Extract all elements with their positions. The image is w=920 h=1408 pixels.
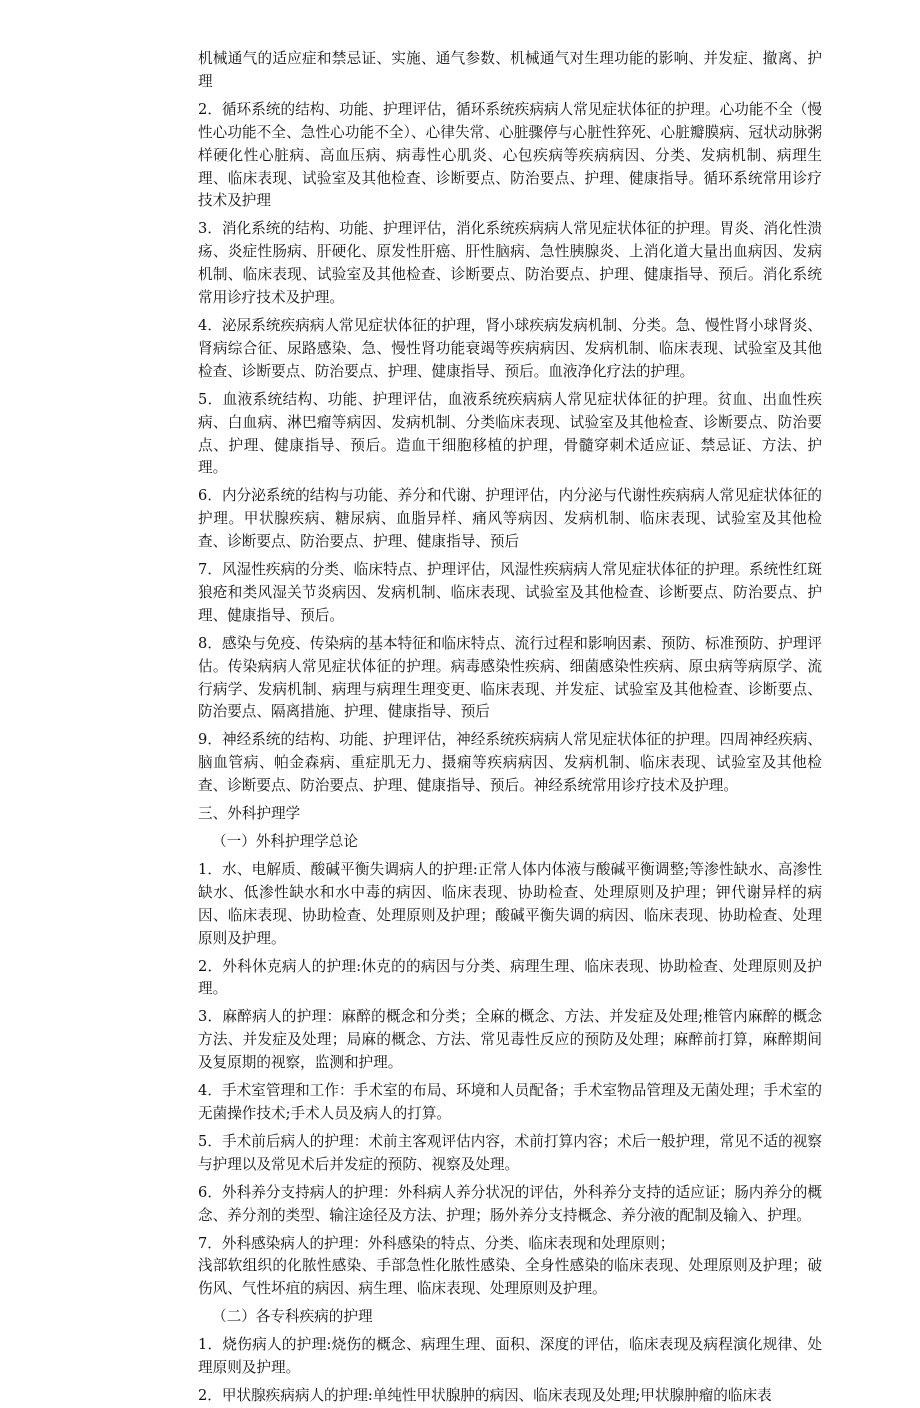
paragraph-thyroid: 2．甲状腺疾病病人的护理:单纯性甲状腺肿的病因、临床表现及处理;甲状腺肿瘤的临床表 [198, 1386, 772, 1404]
paragraph-infection: 8．感染与免疫、传染病的基本特征和临床特点、流行过程和影响因素、预防、标准预防、护理评估。传染病病人常见症状体征的护理。病毒感染性疾病、细菌感染性疾病、原虫病等病原学、流行病学、发病机制、病理与病理生理变更、临床表现、并发症、试验室及其他检查、诊断要点、防治要点、隔离措施、护理、健康指导、预后 [198, 634, 822, 721]
paragraph-endocrine: 6．内分泌系统的结构与功能、养分和代谢、护理评估，内分泌与代谢性疾病病人常见症状体征的护理。甲状腺疾病、糖尿病、血脂异样、痛风等病因、发病机制、临床表现、试验室及其他检查、诊断要点、防治要点、护理、健康指导、预后 [198, 487, 822, 551]
paragraph-blood: 5．血液系统结构、功能、护理评估，血液系统疾病病人常见症状体征的护理。贫血、出血性疾病、白血病、淋巴瘤等病因、发病机制、分类临床表现、试验室及其他检查、诊断要点、防治要点、护理、健康指导、预后。造血干细胞移植的护理，骨髓穿刺术适应证、禁忌证、方法、护理。 [198, 390, 822, 477]
paragraph-ventilation: 机械通气的适应症和禁忌证、实施、通气参数、机械通气对生理功能的影响、并发症、撤离、护理 [198, 50, 822, 90]
paragraph-urinary: 4．泌尿系统疾病病人常见症状体征的护理，肾小球疾病发病机制、分类。急、慢性肾小球肾炎、肾病综合征、尿路感染、急、慢性肾功能衰竭等疾病病因、发病机制、临床表现、试验室及其他检查、诊断要点、防治要点、护理、健康指导、预后。血液净化疗法的护理。 [198, 316, 822, 380]
paragraph-perioperative: 5．手术前后病人的护理：术前主客观评估内容，术前打算内容；术后一般护理，常见不适的视察与护理以及常见术后并发症的预防、视察及处理。 [198, 1132, 822, 1173]
subheading-specialty: （二）各专科疾病的护理 [212, 1308, 373, 1326]
paragraph-soft-tissue-infection: 浅部软组织的化脓性感染、手部急性化脓性感染、全身性感染的临床表现、处理原则及护理；破伤风、气性坏疽的病因、病生理、临床表现、处理原则及护理。 [198, 1257, 822, 1298]
paragraph-fluid-electrolyte: 1．水、电解质、酸碱平衡失调病人的护理:正常人体内体液与酸碱平衡调整;等渗性缺水、高渗性缺水、低渗性缺水和水中毒的病因、临床表现、协助检查、处理原则及护理；钾代谢异样的病因、临床表现、协助检查、处理原则及护理；酸碱平衡失调的病因、临床表现、协助检查、处理原则及护理。 [198, 860, 822, 947]
paragraph-nervous: 9．神经系统的结构、功能、护理评估，神经系统疾病病人常见症状体征的护理。四周神经疾病、脑血管病、帕金森病、重症肌无力、摄痫等疾病病因、发病机制、临床表现、试验室及其他检查、诊断要点、防治要点、护理、健康指导、预后。神经系统常用诊疗技术及护理。 [198, 731, 822, 795]
paragraph-nutrition: 6．外科养分支持病人的护理：外科病人养分状况的评估，外科养分支持的适应证；肠内养分的概念、养分剂的类型、输注途径及方法、护理；肠外养分支持概念、养分液的配制及输入、护理。 [198, 1183, 822, 1224]
paragraph-operating-room: 4．手术室管理和工作：手术室的布局、环境和人员配备；手术室物品管理及无菌处理；手术室的无菌操作技术;手术人员及病人的打算。 [198, 1082, 822, 1122]
subheading-general: （一）外科护理学总论 [212, 833, 358, 850]
paragraph-burns: 1．烧伤病人的护理:烧伤的概念、病理生理、面积、深度的评估，临床表现及病程演化规律、处理原则及护理。 [198, 1336, 822, 1377]
paragraph-surgical-infection: 7．外科感染病人的护理：外科感染的特点、分类、临床表现和处理原则； [198, 1234, 675, 1252]
paragraph-shock: 2．外科休克病人的护理:休克的的病因与分类、病理生理、临床表现、协助检查、处理原则及护理。 [198, 957, 822, 998]
paragraph-circulatory: 2．循环系统的结构、功能、护理评估，循环系统疾病病人常见症状体征的护理。心功能不全（慢性心功能不全、急性心功能不全）、心律失常、心脏骤停与心脏性猝死、心脏瓣膜病、冠状动脉粥样硬化性心脏病、高血压病、病毒性心肌炎、心包疾病等疾病病因、分类、发病机制、病理生理、临床表现、试验室及其他检查、诊断要点、防治要点、护理、健康指导。循环系统常用诊疗技术及护理 [198, 100, 822, 210]
paragraph-digestive: 3．消化系统的结构、功能、护理评估，消化系统疾病病人常见症状体征的护理。胃炎、消化性溃疡、炎症性肠病、肝硬化、原发性肝癌、肝性脑病、急性胰腺炎、上消化道大量出血病因、发病机制、临床表现、试验室及其他检查、诊断要点、防治要点、护理、健康指导、预后。消化系统常用诊疗技术及护理。 [198, 220, 822, 307]
paragraph-rheumatic: 7．风湿性疾病的分类、临床特点、护理评估，风湿性疾病病人常见症状体征的护理。系统性红斑狼疮和类风湿关节炎病因、发病机制、临床表现、试验室及其他检查、诊断要点、防治要点、护理、健康指导、预后。 [198, 561, 822, 624]
section-heading-surgical-nursing: 三、外科护理学 [198, 805, 301, 823]
paragraph-anesthesia: 3．麻醉病人的护理：麻醉的概念和分类；全麻的概念、方法、并发症及处理;椎管内麻醉的概念方法、并发症及处理；局麻的概念、方法、常见毒性反应的预防及处理；麻醉前打算，麻醉期间及复原期的视察，监测和护理。 [198, 1008, 822, 1072]
